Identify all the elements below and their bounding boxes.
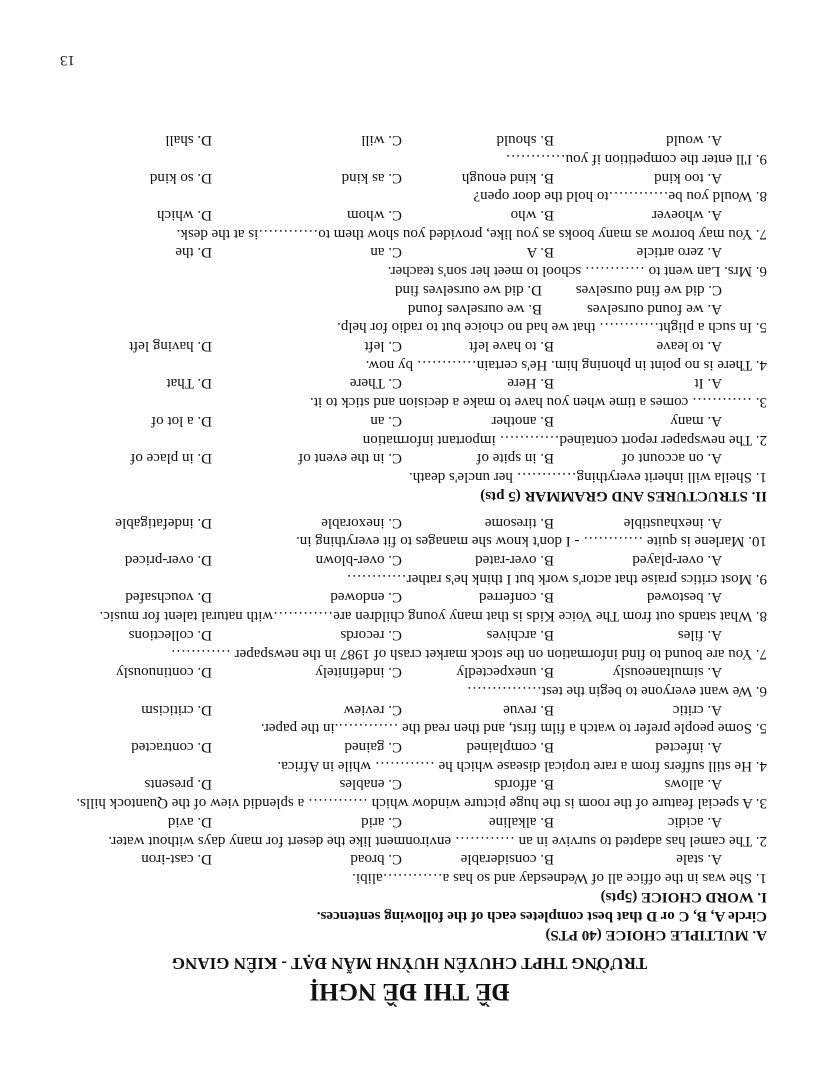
answer-option[interactable]: C. inexorable (321, 514, 402, 531)
answer-option[interactable]: C. did we find ourselves (575, 281, 722, 298)
answer-options (52, 131, 767, 150)
answer-option[interactable]: A. infected (655, 739, 722, 756)
question-text: 5. In such a plight………… that we had no choice but to radio for help. (337, 319, 767, 336)
question-text: 7. You are bound to find information on the stock market crash of 1987 in the newspaper ………… (170, 645, 767, 662)
answer-option[interactable]: D. a lot of (151, 412, 212, 429)
answer-option[interactable]: A. It (694, 375, 722, 392)
question-text: 2. The camel has adapted to survive in an ………… environment like the desert for many days without water. (108, 832, 767, 849)
question-text: 4. There is no point in phoning him. He's certain………… by now. (365, 356, 767, 373)
answer-option[interactable]: C. enables (339, 776, 402, 793)
answer-options (52, 700, 767, 719)
answer-option[interactable]: A. files (677, 626, 722, 643)
answer-option[interactable]: B. complained (466, 739, 554, 756)
answer-option[interactable]: C. indefinitely (315, 664, 402, 681)
answer-option[interactable]: A. to leave (656, 338, 722, 355)
answer-option[interactable]: A. zero article (636, 244, 722, 261)
question-text: 3. ………… comes a time when you have to make a decision and stick to it. (310, 394, 767, 411)
question-text: 9. Most critics praise that actor's work but I think he's rather………… (346, 570, 767, 587)
answer-option[interactable]: C. arid (361, 813, 402, 830)
answer-options (52, 812, 767, 831)
answer-option[interactable]: B. affords (494, 776, 554, 793)
part2-heading: II. STRUCTURES AND GRAMMAR (5 pts) (480, 487, 767, 504)
answer-option[interactable]: B. tiresome (484, 514, 554, 531)
question-text: 1. Sheila will inherit everything………… her uncle's death. (408, 468, 767, 485)
answer-options (52, 775, 767, 794)
answer-options (52, 625, 767, 644)
answer-options (52, 336, 767, 355)
answer-option[interactable]: D. presents (144, 776, 212, 793)
answer-option[interactable]: C. over-blown (315, 552, 402, 569)
answer-option[interactable]: C. left (364, 338, 402, 355)
answer-option[interactable]: D. That (166, 375, 212, 392)
answer-options (52, 737, 767, 756)
answer-option[interactable]: A. acidic (667, 813, 722, 830)
answer-option[interactable]: A. too kind (654, 169, 722, 186)
question-text: 10. Marlene is quite ………… - I don't know she manages to fit everything in. (296, 533, 767, 550)
answer-option[interactable]: B. unexpectedly (456, 664, 554, 681)
answer-option[interactable]: D. vouchsafed (125, 589, 212, 606)
answer-option[interactable]: A. stale (676, 851, 722, 868)
page-number: 13 (60, 52, 75, 68)
answer-option[interactable]: A. allows (664, 776, 722, 793)
answer-option[interactable]: D. having left (129, 338, 212, 355)
answer-option[interactable]: D. collections (128, 626, 212, 643)
question-text: 6. Mrs. Lan went to ………… school to meet her son's teacher. (387, 263, 767, 280)
answer-options (52, 205, 767, 224)
answer-options (52, 243, 767, 262)
answer-option[interactable]: B. to have left (469, 338, 554, 355)
answer-option[interactable]: B. over-rated (475, 552, 554, 569)
answer-options (52, 280, 767, 299)
answer-options (52, 513, 767, 532)
answer-option[interactable]: D. so kind (149, 169, 212, 186)
answer-option[interactable]: D. criticism (141, 701, 212, 718)
answer-option[interactable]: B. we ourselves found (407, 300, 542, 317)
question-text: 8. Would you be…………to hold the door open? (473, 188, 767, 205)
answer-option[interactable]: B. A (526, 244, 554, 261)
word-choice-questions (52, 513, 767, 887)
grammar-questions (52, 131, 767, 486)
answer-options (52, 550, 767, 569)
question-text: 4. He still suffers from a rare tropical disease which he ………… while in Africa. (277, 757, 767, 774)
answer-options (52, 850, 767, 869)
answer-option[interactable]: D. in place of (130, 450, 212, 467)
answer-option[interactable]: A. simultaneously (612, 664, 722, 681)
answer-option[interactable]: C. review (343, 701, 402, 718)
question-text: 5. Some people prefer to watch a film first, and then read the ………….in the paper. (260, 720, 767, 737)
answer-option[interactable]: C. in the event of (298, 450, 402, 467)
answer-option[interactable]: B. revue (503, 701, 554, 718)
school-name: TRƯỜNG THPT CHUYÊN HUỲNH MẪN ĐẠT - KIÊN GIANG (171, 954, 648, 973)
answer-option[interactable]: C. as kind (341, 169, 402, 186)
answer-option[interactable]: C. will (361, 132, 402, 149)
answer-option[interactable]: D. which (157, 207, 212, 224)
exam-content (52, 131, 767, 1006)
answer-options (52, 374, 767, 393)
answer-option[interactable]: C. an (370, 244, 402, 261)
answer-options (52, 588, 767, 607)
answer-option[interactable]: A. critic (672, 701, 722, 718)
question-text: 7. You may borrow as many books as you like, provided you show them to…………is at the desk. (176, 225, 767, 242)
page-title: ĐỀ THI ĐỀ NGHỊ (309, 978, 510, 1005)
instruction: Circle A, B, C or D that best completes each of the following sentences. (316, 908, 767, 924)
answer-option[interactable]: C. an (370, 412, 402, 429)
answer-option[interactable]: B. another (491, 412, 554, 429)
part1-heading: I. WORD CHOICE (5pts) (600, 889, 767, 905)
answer-options (52, 299, 767, 318)
question-text: 9. I'll enter the competition if you………… (505, 150, 767, 167)
answer-options (52, 663, 767, 682)
answer-options (52, 411, 767, 430)
answer-option[interactable]: D. continuously (116, 664, 212, 681)
answer-option[interactable]: C. whom (346, 207, 402, 224)
answer-option[interactable]: B. should (496, 132, 554, 149)
answer-option[interactable]: A. would (666, 132, 722, 149)
answer-option[interactable]: C. endowed (330, 589, 402, 606)
answer-option[interactable]: D. avid (167, 813, 212, 830)
question-text: 1. She was in the office all of Wednesday and so has a…………alibi. (352, 870, 767, 886)
answer-option[interactable]: A. whoever (652, 207, 722, 224)
answer-option[interactable]: B. considerable (460, 851, 554, 868)
answer-options (52, 449, 767, 468)
answer-option[interactable]: D. shall (165, 132, 212, 149)
answer-option[interactable]: D. the (175, 244, 212, 261)
answer-option[interactable]: A. we found ourselves (587, 300, 722, 317)
question-text: 3. A special feature of the room is the huge picture window which ………… a splendid view of the Quantock hills. (76, 795, 767, 812)
answer-option[interactable]: B. in spite of (476, 450, 554, 467)
answer-option[interactable]: B. kind enough (461, 169, 554, 186)
answer-option[interactable]: D. cast-iron (141, 851, 212, 868)
section-a-heading: A. MULTIPLE CHOICE (40 PTS) (545, 927, 767, 943)
answer-option[interactable]: A. over-played (632, 552, 722, 569)
answer-option[interactable]: B. Here (507, 375, 554, 392)
answer-option[interactable]: D. indefatigable (115, 514, 212, 531)
question-text: 6. We want everyone to begin the test…………… (466, 682, 767, 699)
answer-options (52, 168, 767, 187)
answer-option[interactable]: B. who (510, 207, 554, 224)
answer-option[interactable]: C. broad (350, 851, 402, 868)
answer-option[interactable]: B. archives (486, 626, 554, 643)
answer-option[interactable]: C. gained (344, 739, 402, 756)
answer-option[interactable]: A. bestowed (647, 589, 722, 606)
answer-option[interactable]: C. records (340, 626, 402, 643)
answer-option[interactable]: A. inexhaustible (623, 514, 722, 531)
question-text: 8. What stands out from The Voice Kids is that many young children are…………with natural talent for music. (99, 608, 767, 625)
answer-option[interactable]: A. many (670, 412, 722, 429)
question-text: 2. The newspaper report contained………… important information (362, 431, 767, 448)
answer-option[interactable]: A. on account of (622, 450, 722, 467)
answer-option[interactable]: C. There (349, 375, 402, 392)
answer-option[interactable]: D. over-priced (124, 552, 212, 569)
answer-option[interactable]: B. alkaline (489, 813, 554, 830)
answer-option[interactable]: D. contracted (131, 739, 212, 756)
answer-option[interactable]: D. did we ourselves find (394, 281, 542, 298)
answer-option[interactable]: B. conferred (479, 589, 554, 606)
